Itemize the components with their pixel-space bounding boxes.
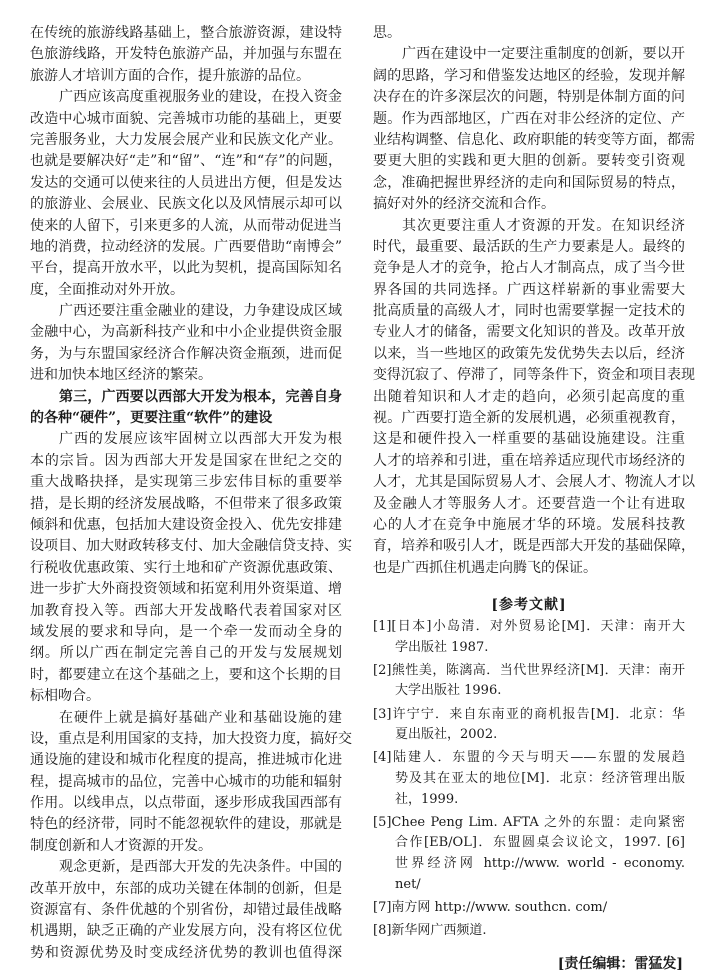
text-line: 以来，当一些地区的政策先发优势失去以后，经济 xyxy=(373,345,685,362)
reference-line: [1][日本]小岛清．对外贸易论[M]．天津：南开大 xyxy=(373,619,685,634)
reference-item xyxy=(373,748,685,810)
text-line: 人才的培养和引进，重在培养适应现代市场经济的 xyxy=(373,452,685,469)
text-line: 思。 xyxy=(373,25,401,41)
reference-line: 大学出版社 1996. xyxy=(395,683,502,699)
references-heading: [参考文献] xyxy=(491,597,567,613)
text-line: 竞争是人才的竞争，抢占人才制高点，成了当今世 xyxy=(373,260,685,277)
reference-item xyxy=(373,705,685,746)
section-heading xyxy=(30,387,342,430)
text-line: 纲。所以广西在制定完善自己的开发与发展规划 xyxy=(30,645,342,662)
text-line: 作用。以线串点，以点带面，逐步形成我国西部有 xyxy=(30,795,342,812)
reference-line: [2]熊性美，陈漓高．当代世界经济[M]．天津：南开 xyxy=(373,662,685,678)
paragraph xyxy=(373,216,695,580)
text-line: 阔的思路，学习和借鉴发达地区的经验，发现并解 xyxy=(373,67,685,84)
text-line: 加教育投入等。西部大开发战略代表着国家对区 xyxy=(30,602,342,619)
paragraph xyxy=(30,87,342,301)
paragraph xyxy=(30,23,342,87)
text-line: 措，是长期的经济发展战略，不但带来了很多政策 xyxy=(30,495,342,512)
reference-line: [8]新华网广西频道. xyxy=(373,922,487,938)
text-line: 在传统的旅游线路基础上，整合旅游资源，建设特 xyxy=(30,25,342,41)
text-line: 本的宗旨。因为西部大开发是国家在世纪之交的 xyxy=(30,452,342,469)
text-line: 度，全面推动对外开放。 xyxy=(30,281,184,298)
text-line: 程，提高城市的品位，完善中心城市的功能和辐射 xyxy=(30,773,342,790)
text-line: 金融中心，为高新科技产业和中小企业提供资金服 xyxy=(30,324,342,341)
text-line: 域发展的要求和导向，是一个牵一发而动全身的 xyxy=(30,623,342,640)
text-line: 要更大胆的实践和更大胆的创新。要转变引资观 xyxy=(373,153,685,170)
text-line: 其次更要注重人才资源的开发。在知识经济 xyxy=(402,217,685,234)
reference-line: [3]许宁宁．来自东南亚的商机报告[M]．北京：华 xyxy=(373,706,685,722)
text-line: 视。广西要打造全新的发展机遇，必须重视教育， xyxy=(373,410,685,427)
text-line: 旅游人才培训方面的合作，提升旅游的品位。 xyxy=(30,67,310,84)
reference-line: 社，1999. xyxy=(395,791,459,807)
text-line: 色旅游线路，开发特色旅游产品，并加强与东盟在 xyxy=(30,46,342,63)
text-line: 广西应该高度重视服务业的建设，在投入资金 xyxy=(59,89,342,106)
text-line: 地的消费，拉动经济的发展。广西要借助“南博会” xyxy=(30,238,342,255)
paragraph xyxy=(373,44,695,215)
reference-line: net/ xyxy=(395,876,421,892)
text-line: 也就是要解决好“走”和“留”、“连”和“存”的问题， xyxy=(30,153,342,170)
reference-line: [5]Chee Peng Lim. AFTA 之外的东盟：走向紧密 xyxy=(373,814,685,830)
text-line: 发达的交通可以使来往的人员进出方便，但是发达 xyxy=(30,174,342,191)
text-line: 观念更新，是西部大开发的先决条件。中国的 xyxy=(59,859,342,876)
text-line: 决存在的许多深层次的问题，特别是体制方面的问 xyxy=(373,89,685,106)
text-line: 的旅游业、会展业、民族文化以及风情展示却可以 xyxy=(30,196,342,213)
reference-line: 世界经济网 http://www. world - economy. xyxy=(395,855,685,871)
text-line: 平台，提高开放水平，以此为契机，提高国际知名 xyxy=(30,260,342,277)
text-line: 行税收优惠政策、实行土地和矿产资源优惠政策、 xyxy=(30,559,342,576)
text-line: 重大战略抉择，是实现第三步宏伟目标的重要举 xyxy=(30,474,342,491)
text-line: 进和加快本地区经济的繁荣。 xyxy=(30,367,212,384)
text-line: 使来的人留下，引来更多的人流，从而带动促进当 xyxy=(30,217,342,234)
text-line: 设项目、加大财政转移支付、加大金融信贷支持、实 xyxy=(30,538,352,555)
reference-line: [7]南方网 http://www. southcn. com/ xyxy=(373,899,608,915)
reference-item xyxy=(373,661,685,702)
references-list xyxy=(373,617,685,944)
text-line: 专业人才的储备，需要文化知识的普及。改革开放 xyxy=(373,324,685,341)
text-line: 批高质量的高级人才，同时也需要掌握一定技术的 xyxy=(373,303,685,320)
text-line: 完善服务业，大力发展会展产业和民族文化产业。 xyxy=(30,131,342,148)
text-line: 时代，最重要、最活跃的生产力要素是人。最终的 xyxy=(373,238,685,255)
text-line: 在硬件上就是搞好基础产业和基础设施的建 xyxy=(59,709,342,726)
text-line: 也是广西抓住机遇走向腾飞的保证。 xyxy=(373,559,597,576)
text-line: 倾斜和优惠，包括加大建设资金投入、优先安排建 xyxy=(30,516,342,533)
text-line: 通设施的建设和城市化程度的提高，推进城市化进 xyxy=(30,752,342,769)
reference-item xyxy=(373,921,685,942)
text-line: 广西在建设中一定要注重制度的创新，要以开 xyxy=(402,46,685,63)
responsible-editor: [责任编辑：雷猛发] xyxy=(557,956,683,972)
text-line: 的各种“硬件”，更要注重“软件”的建设 xyxy=(30,410,273,427)
reference-line: 夏出版社，2002. xyxy=(395,727,498,743)
text-line: 界各国的共同选择。广西这样崭新的事业需要大 xyxy=(373,281,685,298)
text-line: 标相吻合。 xyxy=(30,688,100,705)
text-line: 这是和硬件投入一样重要的基础设施建设。注重 xyxy=(373,431,685,448)
text-line: 特色的经济带，同时不能忽视软件的建设，那就是 xyxy=(30,816,342,833)
paragraph xyxy=(30,708,352,858)
text-line: 念，准确把握世界经济的走向和国际贸易的特点， xyxy=(373,174,685,191)
text-line: 机遇期，缺乏正确的产业发展方向，没有将区位优 xyxy=(30,923,342,940)
reference-line: 合作[EB/OL]．东盟圆桌会议论文，1997. [6] xyxy=(395,835,685,851)
reference-item xyxy=(373,617,685,658)
text-line: 势和资源优势及时变成经济优势的教训也值得深 xyxy=(30,944,342,961)
text-line: 搞好对外的经济交流和合作。 xyxy=(373,196,555,213)
text-line: 资源富有、条件优越的个别省份，却错过最佳战略 xyxy=(30,902,342,919)
text-line: 育，培养和吸引人才，既是西部大开发的基础保障， xyxy=(373,538,695,555)
paragraph xyxy=(373,23,685,44)
text-line: 改革开放中，东部的成功关键在体制的创新，但是 xyxy=(30,880,342,897)
right-text-column xyxy=(373,23,695,579)
text-line: 第三，广西要以西部大开发为根本，完善自身 xyxy=(59,388,342,405)
text-line: 广西的发展应该牢固树立以西部大开发为根 xyxy=(59,431,342,448)
text-line: 业结构调整、信息化、政府职能的转变等方面，都需 xyxy=(373,131,695,148)
text-line: 改造中心城市面貌、完善城市功能的基础上，更要 xyxy=(30,110,342,127)
reference-line: 势及其在亚太的地位[M]．北京：经济管理出版 xyxy=(395,770,685,786)
text-line: 广西还要注重金融业的建设，力争建设成区域 xyxy=(59,303,342,320)
left-text-column xyxy=(30,23,352,964)
text-line: 题。作为西部地区，广西在对非公经济的定位、产 xyxy=(373,110,685,127)
text-line: 进一步扩大外商投资领域和拓宽利用外资渠道、增 xyxy=(30,581,342,598)
text-line: 心的人才在竞争中施展才华的环境。发展科技教 xyxy=(373,516,685,533)
text-line: 变得沉寂了、停滞了，同等条件下，资金和项目表现 xyxy=(373,367,695,384)
text-line: 务，为与东盟国家经济合作解决资金瓶颈，进而促 xyxy=(30,345,342,362)
paragraph xyxy=(30,429,352,707)
text-line: 时，都要建立在这个基础之上，要和这个长期的目 xyxy=(30,666,342,683)
reference-item xyxy=(373,813,685,895)
reference-line: 学出版社 1987. xyxy=(395,639,489,655)
paragraph xyxy=(30,301,342,387)
text-line: 制度创新和人才资源的开发。 xyxy=(30,837,212,854)
reference-line: [4]陆建人．东盟的今天与明天——东盟的发展趋 xyxy=(373,750,685,766)
text-line: 出随着知识和人才走的趋向，必须引起高度的重 xyxy=(373,388,685,405)
text-line: 设，重点是利用国家的支持，加大投资力度，搞好交 xyxy=(30,730,352,747)
text-line: 人才，尤其是国际贸易人才、会展人才、物流人才以 xyxy=(373,474,695,491)
text-line: 及金融人才等服务人才。还要营造一个让有进取 xyxy=(373,495,685,512)
reference-item xyxy=(373,898,685,919)
paragraph xyxy=(30,857,342,964)
